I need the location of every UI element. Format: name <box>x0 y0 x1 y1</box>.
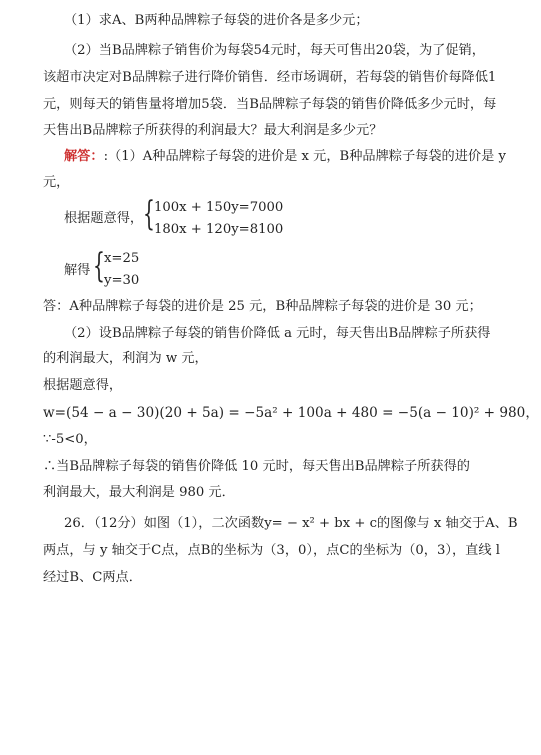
question-26-line-3: 经过B、C两点． <box>43 570 142 585</box>
answer-label: 解答： <box>64 149 104 164</box>
equation-intro: 根据题意得， <box>64 211 144 226</box>
solution-intro: 解得 <box>64 263 91 278</box>
answer-2-conclusion-2: 利润最大，最大利润是 980 元． <box>43 485 235 500</box>
answer-line-1 <box>64 148 506 166</box>
question-2-line-1: （2）当B品牌粽子销售价为每袋54元时，每天可售出20袋，为了促销， <box>64 43 485 58</box>
profit-equation: w=(54 − a − 30)(20 + 5a) = −5a² + 100a + 480 = −5(a − 10)² + 980， <box>43 405 539 421</box>
left-brace-icon: { <box>143 194 155 234</box>
question-2-line-4: 天售出B品牌粽子所获得的利润最大？最大利润是多少元？ <box>43 123 383 138</box>
answer-1-text: :（1）A种品牌粽子每袋的进价是 x 元，B种品牌粽子每袋的进价是 y <box>103 149 506 164</box>
answer-2-conclusion-1: ∴当B品牌粽子每袋的销售价降低 10 元时，每天售出B品牌粽子所获得的 <box>43 459 470 474</box>
question-26-line-1: 26．（12分）如图（1），二次函数y= − x² + bx + c的图像与 x 轴交于A、B <box>64 516 518 531</box>
solution-y: y=30 <box>104 273 140 288</box>
left-brace-icon: { <box>93 246 105 286</box>
answer-2-line-1: （2）设B品牌粽子每袋的销售价降低 a 元时，每天售出B品牌粽子所获得 <box>64 326 491 341</box>
solution-x: x=25 <box>104 251 140 266</box>
equation-2: 180x + 120y=8100 <box>154 222 284 237</box>
question-26-line-2: 两点，与 y 轴交于C点，点B的坐标为（3，0），点C的坐标为（0，3），直线 l <box>43 543 500 558</box>
answer-2-intro: 根据题意得， <box>43 378 123 393</box>
answer-1-conclusion: 答：A种品牌粽子每袋的进价是 25 元，B种品牌粽子每袋的进价是 30 元； <box>43 299 482 314</box>
equation-1: 100x + 150y=7000 <box>154 200 284 215</box>
question-2-line-2: 该超市决定对B品牌粽子进行降价销售．经市场调研，若每袋的销售价每降低1 <box>43 70 497 85</box>
question-1: （1）求A、B两种品牌粽子每袋的进价各是多少元； <box>64 13 369 28</box>
answer-2-line-2: 的利润最大，利润为 w 元， <box>43 351 208 366</box>
since-statement: ∵-5<0， <box>43 432 97 447</box>
question-2-line-3: 元，则每天的销售量将增加5袋．当B品牌粽子每袋的销售价降低多少元时，每 <box>43 97 497 112</box>
answer-1-line-2: 元， <box>43 175 70 190</box>
